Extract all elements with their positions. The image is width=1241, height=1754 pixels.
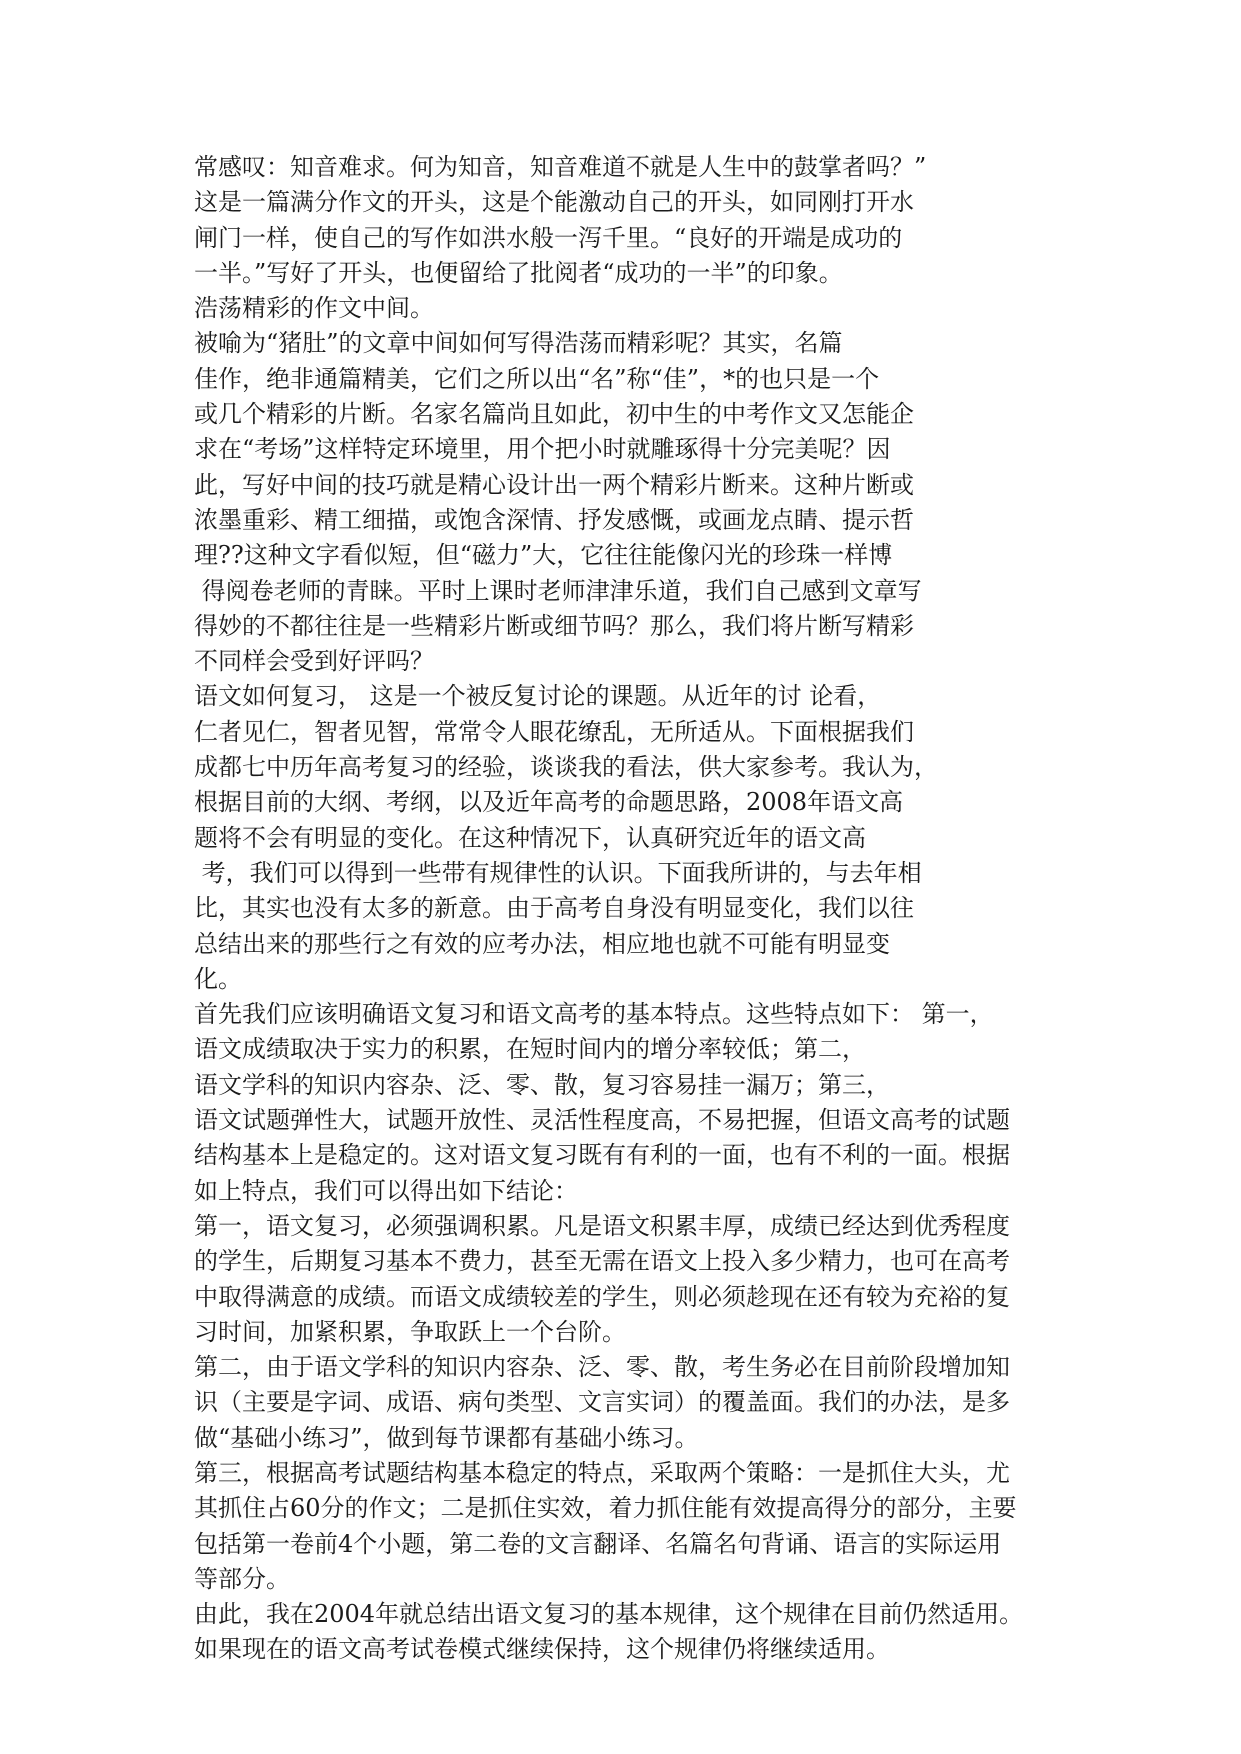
text-line: 语文如何复习， 这是一个被反复讨论的课题。从近年的讨 论看，: [194, 682, 882, 711]
document-body: [194, 150, 1194, 1668]
text-line: 习时间，加紧积累，争取跃上一个台阶。: [194, 1317, 626, 1346]
text-line: 做“基础小练习”，做到每节课都有基础小练习。: [194, 1423, 699, 1452]
text-line: 的学生，后期复习基本不费力，甚至无需在语文上投入多少精力，也可在高考: [194, 1247, 1010, 1276]
text-line: 佳作，绝非通篇精美，它们之所以出“名”称“佳”，*的也只是一个: [194, 364, 880, 393]
text-line: 识（主要是字词、成语、病句类型、文言实词）的覆盖面。我们的办法，是多: [194, 1388, 1010, 1417]
text-line: 第一，语文复习，必须强调积累。凡是语文积累丰厚，成绩已经达到优秀程度: [194, 1211, 1010, 1240]
text-line: 得阅卷老师的青睐。平时上课时老师津津乐道，我们自己感到文章写: [194, 576, 922, 605]
text-line: 考，我们可以得到一些带有规律性的认识。下面我所讲的，与去年相: [194, 858, 922, 887]
text-line: 语文试题弹性大，试题开放性、灵活性程度高，不易把握，但语文高考的试题: [194, 1106, 1010, 1135]
text-line: 或几个精彩的片断。名家名篇尚且如此，初中生的中考作文又怎能企: [194, 400, 914, 429]
text-line: 语文成绩取决于实力的积累，在短时间内的增分率较低；第二，: [194, 1035, 866, 1064]
text-line: 浓墨重彩、精工细描，或饱含深情、抒发感慨，或画龙点睛、提示哲: [194, 505, 914, 534]
text-line: 浩荡精彩的作文中间。: [194, 294, 434, 323]
text-line: 这是一篇满分作文的开头，这是个能激动自己的开头，如同刚打开水: [194, 188, 914, 217]
text-line: 首先我们应该明确语文复习和语文高考的基本特点。这些特点如下： 第一，: [194, 1000, 994, 1029]
text-line: 如果现在的语文高考试卷模式继续保持，这个规律仍将继续适用。: [194, 1635, 890, 1664]
text-line: 求在“考场”这样特定环境里，用个把小时就雕琢得十分完美呢？因: [194, 435, 891, 464]
text-line: 由此，我在2004年就总结出语文复习的基本规律，这个规律在目前仍然适用。: [194, 1600, 1024, 1629]
text-line: 其抓住占60分的作文；二是抓住实效，着力抓住能有效提高得分的部分，主要: [194, 1494, 1017, 1523]
text-line: 得妙的不都往往是一些精彩片断或细节吗？那么，我们将片断写精彩: [194, 611, 914, 640]
text-line: 一半。”写好了开头，也便留给了批阅者“成功的一半”的印象。: [194, 258, 843, 287]
text-line: 比，其实也没有太多的新意。由于高考自身没有明显变化，我们以往: [194, 894, 914, 923]
text-line: 根据目前的大纲、考纲，以及近年高考的命题思路，2008年语文高: [194, 788, 904, 817]
text-line: 化。: [194, 964, 242, 993]
text-line: 被喻为“猪肚”的文章中间如何写得浩荡而精彩呢？其实，名篇: [194, 329, 843, 358]
text-line: 第二，由于语文学科的知识内容杂、泛、零、散，考生务必在目前阶段增加知: [194, 1353, 1010, 1382]
text-line: 仁者见仁，智者见智，常常令人眼花缭乱，无所适从。下面根据我们: [194, 717, 914, 746]
text-line: 不同样会受到好评吗？: [194, 647, 434, 676]
text-line: 如上特点，我们可以得出如下结论：: [194, 1176, 578, 1205]
text-line: 结构基本上是稳定的。这对语文复习既有有利的一面，也有不利的一面。根据: [194, 1141, 1010, 1170]
text-line: 第三，根据高考试题结构基本稳定的特点，采取两个策略：一是抓住大头，尤: [194, 1458, 1010, 1487]
text-line: 此，写好中间的技巧就是精心设计出一两个精彩片断来。这种片断或: [194, 470, 914, 499]
text-line: 总结出来的那些行之有效的应考办法，相应地也就不可能有明显变: [194, 929, 890, 958]
text-line: 理??这种文字看似短，但“磁力”大，它往往能像闪光的珍珠一样博: [194, 541, 893, 570]
text-line: 等部分。: [194, 1564, 290, 1593]
text-line: 闸门一样，使自己的写作如洪水般一泻千里。“良好的开端是成功的: [194, 223, 903, 252]
text-line: 成都七中历年高考复习的经验，谈谈我的看法，供大家参考。我认为，: [194, 753, 938, 782]
text-line: 中取得满意的成绩。而语文成绩较差的学生，则必须趁现在还有较为充裕的复: [194, 1282, 1010, 1311]
text-line: 常感叹：知音难求。何为知音，知音难道不就是人生中的鼓掌者吗？”: [194, 153, 927, 181]
text-line: 语文学科的知识内容杂、泛、零、散，复习容易挂一漏万；第三，: [194, 1070, 890, 1099]
text-line: 包括第一卷前4个小题，第二卷的文言翻译、名篇名句背诵、语言的实际运用: [194, 1529, 1002, 1558]
text-line: 题将不会有明显的变化。在这种情况下，认真研究近年的语文高: [194, 823, 866, 852]
